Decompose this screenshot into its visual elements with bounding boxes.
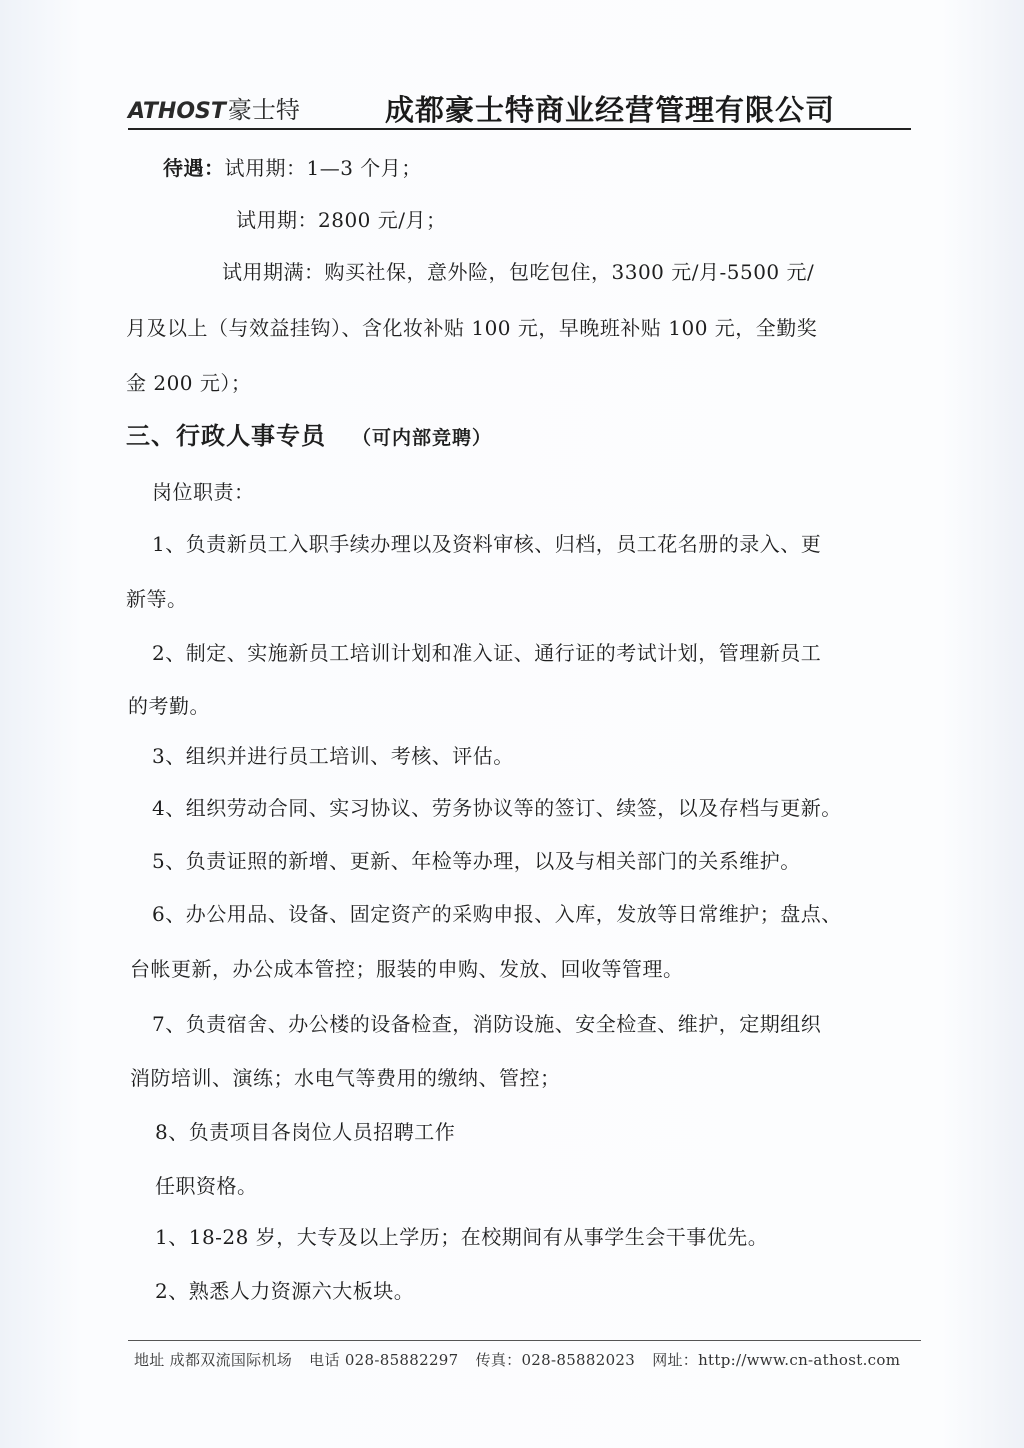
footer-fax: 传真：028-85882023 [475,1351,636,1369]
treatment-allowances: 月及以上（与效益挂钩）、含化妆补贴 100 元，早晚班补贴 100 元，全勤奖 [126,316,818,340]
treatment-line-1 [163,152,422,181]
footer-website: 网址：http://www.cn-athost.com [652,1351,901,1369]
footer-phone: 电话 028-85882297 [309,1351,459,1369]
logo-english: ATHOST [128,99,226,124]
company-logo [128,90,300,125]
section-title: 三、行政人事专员 [126,422,326,450]
duty-item: 3、组织并进行员工培训、考核、评估。 [152,744,514,768]
duty-item: 8、负责项目各岗位人员招聘工作 [155,1120,456,1144]
duty-item: 7、负责宿舍、办公楼的设备检查，消防设施、安全检查、维护，定期组织 [152,1012,822,1036]
qualifications-title: 任职资格。 [155,1174,258,1198]
treatment-probation-period: 试用期：1—3 个月； [224,156,422,180]
treatment-label: 待遇： [163,156,225,180]
footer-divider [128,1340,921,1341]
duty-item: 5、负责证照的新增、更新、年检等办理，以及与相关部门的关系维护。 [152,849,801,873]
header-divider [128,128,911,130]
duty-item-continued: 的考勤。 [128,694,210,718]
section-heading [126,416,492,451]
duties-title: 岗位职责： [152,480,255,504]
duty-item-continued: 消防培训、演练；水电气等费用的缴纳、管控； [130,1066,561,1090]
duty-item: 1、负责新员工入职手续办理以及资料审核、归档，员工花名册的录入、更 [152,532,822,556]
footer-contact [134,1349,900,1370]
section-note: （可内部竞聘） [352,427,493,449]
qualification-item: 1、18-28 岁，大专及以上学历；在校期间有从事学生会干事优先。 [155,1225,769,1249]
qualification-item: 2、熟悉人力资源六大板块。 [155,1279,415,1303]
letterhead [128,84,912,130]
duty-item: 2、制定、实施新员工培训计划和准入证、通行证的考试计划，管理新员工 [152,641,822,665]
treatment-after-probation: 试用期满：购买社保，意外险，包吃包住，3300 元/月-5500 元/ [222,260,815,284]
treatment-probation-salary: 试用期：2800 元/月； [236,208,447,232]
footer-address: 地址 成都双流国际机场 [134,1351,293,1369]
treatment-bonus: 金 200 元）； [126,371,252,395]
duty-item-continued: 新等。 [126,587,188,611]
duty-item: 4、组织劳动合同、实习协议、劳务协议等的签订、续签，以及存档与更新。 [152,796,842,820]
logo-chinese: 豪士特 [227,96,300,124]
duty-item: 6、办公用品、设备、固定资产的采购申报、入库，发放等日常维护；盘点、 [152,902,842,926]
duty-item-continued: 台帐更新，办公成本管控；服装的申购、发放、回收等管理。 [130,957,684,981]
company-name: 成都豪士特商业经营管理有限公司 [385,93,836,127]
